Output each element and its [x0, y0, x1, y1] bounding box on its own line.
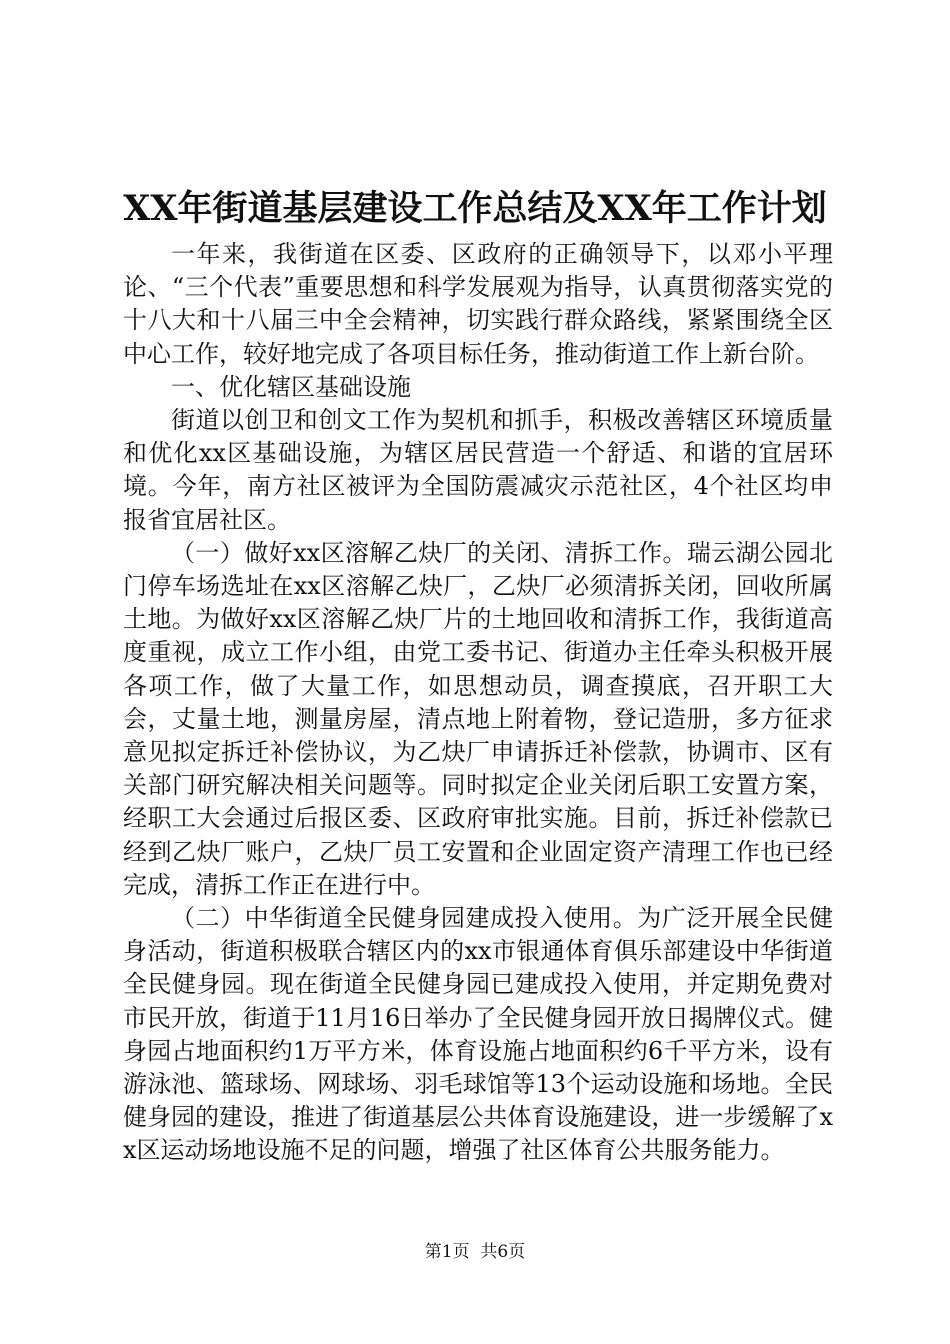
page-footer — [0, 1240, 950, 1264]
page-number: 第1页 共6页 — [424, 1242, 526, 1262]
document-title: XX年街道基层建设工作总结及XX年工作计划 — [123, 188, 827, 229]
paragraph-section-1: 街道以创卫和创文工作为契机和抓手，积极改善辖区环境质量和优化xx区基础设施，为辖区居民营造一个舒适、和谐的宜居环境。今年，南方社区被评为全国防震减灾示范社区，4个社区均申报省宜居社区。 — [123, 406, 833, 534]
section-heading-1: 一、优化辖区基础设施 — [171, 372, 411, 401]
paragraph-intro: 一年来，我街道在区委、区政府的正确领导下，以邓小平理论、“三个代表”重要思想和科学发展观为指导，认真贯彻落实党的十八大和十八届三中全会精神，切实践行群众路线，紧紧围绕全区中心工作，较好地完成了各项目标任务，推动街道工作上新台阶。 — [123, 240, 833, 368]
paragraph-item-1: （一）做好xx区溶解乙炔厂的关闭、清拆工作。瑞云湖公园北门停车场选址在xx区溶解乙炔厂，乙炔厂必须清拆关闭，回收所属土地。为做好xx区溶解乙炔厂片的土地回收和清拆工作，我街道高度重视，成立工作小组，由党工委书记、街道办主任牵头积极开展各项工作，做了大量工作，如思想动员，调查摸底，召开职工大会，丈量土地，测量房屋，清点地上附着物，登记造册，多方征求意见拟定拆迁补偿协议，为乙炔厂申请拆迁补偿款，协调市、区有关部门研究解决相关问题等。同时拟定企业关闭后职工安置方案，经职工大会通过后报区委、区政府审批实施。目前，拆迁补偿款已经到乙炔厂账户，乙炔厂员工安置和企业固定资产清理工作也已经完成，清拆工作正在进行中。 — [123, 538, 833, 899]
paragraph-item-2: （二）中华街道全民健身园建成投入使用。为广泛开展全民健身活动，街道积极联合辖区内的xx市银通体育俱乐部建设中华街道全民健身园。现在街道全民健身园已建成投入使用，并定期免费对市民开放，街道于11月16日举办了全民健身园开放日揭牌仪式。健身园占地面积约1万平方米，体育设施占地面积约6千平方米，设有游泳池、篮球场、网球场、羽毛球馆等13个运动设施和场地。全民健身园的建设，推进了街道基层公共体育设施建设，进一步缓解了xx区运动场地设施不足的问题，增强了社区体育公共服务能力。 — [123, 904, 833, 1165]
document-body — [123, 238, 833, 1168]
